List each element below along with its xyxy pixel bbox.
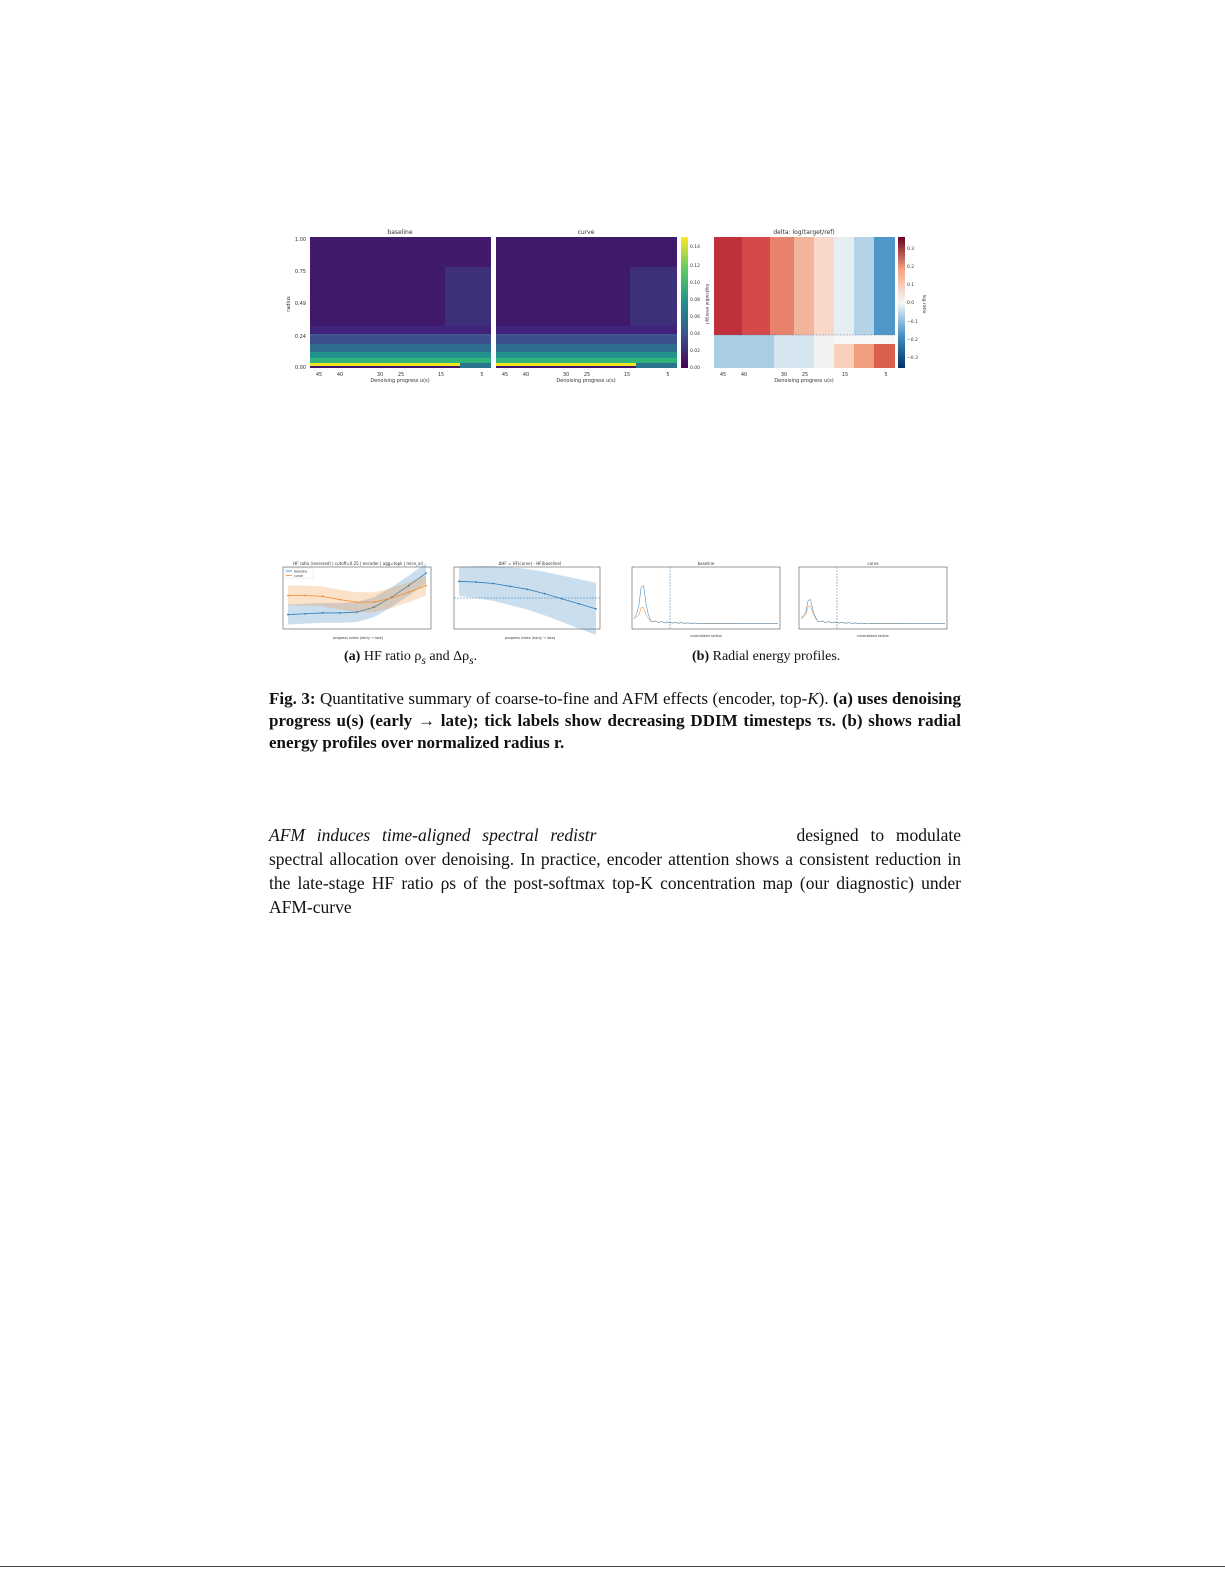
body-lead: AFM induces time-aligned spectral redistr	[269, 825, 597, 845]
hf-ratio-xlabel: progress index (early → late)	[332, 636, 384, 640]
colorbar-tick: 0.00	[690, 366, 701, 371]
colorbar-tick: −0.1	[907, 320, 918, 325]
x-tick: 30	[376, 372, 384, 378]
y-tick: 0.24	[294, 334, 306, 340]
delta-point	[458, 580, 460, 582]
colorbar-tick: 0.12	[690, 264, 701, 269]
heatmap-title-baseline: baseline	[387, 229, 413, 236]
subcaption-b	[692, 649, 840, 665]
x-tick: 5	[884, 372, 888, 378]
x-tick: 15	[623, 372, 631, 378]
series-point	[373, 601, 375, 603]
colorbar-tick: 0.10	[690, 281, 701, 286]
series-point	[322, 612, 324, 614]
series-point	[408, 591, 410, 593]
x-tick: 15	[841, 372, 849, 378]
subcaption-a-end: .	[473, 649, 478, 664]
colorbar-tick: 0.2	[907, 265, 915, 270]
delta-point	[527, 588, 529, 590]
delta-point	[561, 598, 563, 600]
series-point	[339, 612, 341, 614]
heatmap-curve	[496, 237, 677, 368]
colorbar-tick: 0.06	[690, 315, 701, 320]
colorbar-energy-label: log(radial energy)	[704, 283, 709, 325]
body-rest: modulate spectral allocation over denoising. In practice, encoder attention shows a consistent reduction in the late-stage HF ratio ρs of the post-softmax top-K concentration map (our diagnostic) under AFM-curve	[269, 825, 961, 917]
caption-label: Fig. 3:	[269, 689, 316, 708]
heatmap-baseline	[310, 237, 491, 368]
y-tick: 0.00	[294, 365, 306, 371]
delta-point	[475, 581, 477, 583]
x-tick: 5	[666, 372, 670, 378]
caption-text-end: ).	[818, 689, 829, 708]
hf-ratio-legend	[285, 568, 313, 578]
x-tick: 25	[801, 372, 809, 378]
subcaption-b-text: Radial energy profiles.	[712, 649, 841, 664]
series-point	[391, 597, 393, 599]
series-point	[304, 613, 306, 615]
colorbar-tick: 0.14	[690, 245, 701, 250]
heatmap-ylabel: radius	[286, 296, 292, 312]
radial-axes-baseline	[632, 567, 780, 629]
subcaption-a	[344, 649, 477, 667]
colorbar-tick: 0.0	[907, 301, 915, 306]
body-paragraph	[269, 823, 961, 919]
colorbar-tick: 0.1	[907, 283, 915, 288]
page-bottom-rule	[0, 1566, 1225, 1567]
legend-label: curve	[294, 574, 303, 578]
x-tick: 25	[583, 372, 591, 378]
series-point	[356, 601, 358, 603]
radial-xlabel-baseline: normalized radius	[690, 634, 722, 638]
series-point	[287, 595, 289, 597]
legend-label: baseline	[294, 569, 308, 574]
heatmap-title-delta: delta: log(target/ref)	[773, 229, 835, 236]
x-tick: 30	[562, 372, 570, 378]
delta-point	[595, 608, 597, 610]
subcaption-a-sub2: s	[469, 653, 474, 667]
series-point	[425, 572, 427, 574]
y-tick: 1.00	[294, 237, 306, 243]
hf-ratio-title: HF ratio (reversed) | cutoff=0.25 | encoder | agg=topk | mice_all	[293, 561, 423, 566]
delta-point	[492, 583, 494, 585]
heatmap-delta	[714, 237, 895, 368]
heatmap-title-curve: curve	[577, 229, 595, 236]
subcaption-b-label: (b)	[692, 649, 710, 664]
delta-point	[544, 593, 546, 595]
series-point	[287, 614, 289, 616]
hf-ratio-figure	[268, 558, 608, 642]
colorbar-tick: 0.08	[690, 298, 701, 303]
heatmap-xlabel-baseline: Denoising progress u(s)	[370, 378, 430, 384]
caption-bold: (a) uses denoising progress u(s) (early → late); tick labels show decreasing DDIM timesteps τs. (b) shows radial energy profiles over normalized radius r.	[269, 689, 961, 752]
x-tick: 25	[397, 372, 405, 378]
series-point	[322, 595, 324, 597]
radial-title-baseline: baseline	[697, 561, 715, 566]
colorbar-tick: −0.2	[907, 338, 918, 343]
x-tick: 40	[740, 372, 748, 378]
subcaption-a-sub: s	[421, 653, 426, 667]
subcaption-a-text: HF ratio ρ	[363, 649, 422, 664]
x-tick: 45	[719, 372, 727, 378]
colorbar-tick: −0.3	[907, 356, 918, 361]
x-tick: 40	[336, 372, 344, 378]
x-tick: 45	[315, 372, 323, 378]
delta-hf-title: ΔHF = HF(curve) - HF(baseline)	[498, 561, 562, 566]
x-tick: 40	[522, 372, 530, 378]
heatmap-xlabel-curve: Denoising progress u(s)	[556, 378, 616, 384]
radial-xlabel-curve: normalized radius	[857, 634, 889, 638]
caption-k: K	[807, 689, 819, 708]
colorbar-tick: 0.3	[907, 247, 915, 252]
series-point	[339, 599, 341, 601]
colorbar-tick: 0.02	[690, 349, 701, 354]
colorbar-energy	[681, 237, 710, 371]
x-tick: 45	[501, 372, 509, 378]
figure-caption	[269, 688, 961, 754]
caption-text: Quantitative summary of coarse-to-fine and AFM effects (encoder, top-	[315, 689, 808, 708]
radial-axes-curve	[799, 567, 947, 629]
radial-title-curve: curve	[867, 561, 879, 566]
delta-point	[578, 603, 580, 605]
delta-point	[509, 586, 511, 588]
y-tick: 0.49	[294, 301, 306, 307]
x-tick: 15	[437, 372, 445, 378]
subcaption-a-label: (a)	[344, 649, 361, 664]
series-point	[304, 595, 306, 597]
y-tick: 0.75	[294, 269, 306, 275]
heatmap-figure	[280, 226, 930, 386]
colorbar-delta	[898, 237, 927, 368]
x-tick: 30	[780, 372, 788, 378]
body-after-gap: designed to	[796, 825, 885, 845]
heatmap-xlabel-delta: Denoising progress u(s)	[774, 378, 834, 384]
radial-energy-figure	[618, 558, 953, 642]
delta-hf-xlabel: progress index (early → late)	[504, 636, 556, 640]
subcaption-a-mid: and Δρ	[425, 649, 470, 664]
series-point	[425, 585, 427, 587]
heatmap-y-ticks	[295, 237, 306, 371]
x-tick: 5	[480, 372, 484, 378]
colorbar-delta-label: log ratio	[921, 294, 926, 314]
colorbar-tick: 0.04	[690, 332, 701, 337]
